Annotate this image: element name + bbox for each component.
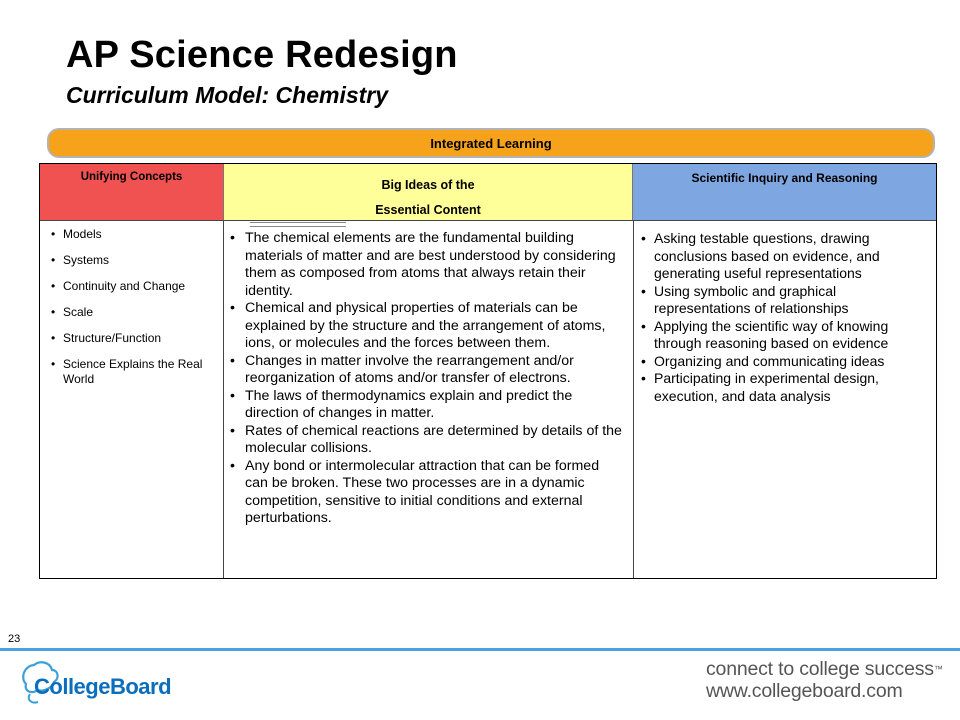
list-item: • Participating in experimental design, execution, and data analysis bbox=[640, 370, 928, 405]
curriculum-table bbox=[39, 163, 937, 579]
list-item: • Asking testable questions, drawing conclusions based on evidence, and generating useful representations bbox=[640, 230, 928, 283]
list-item: • Changes in matter involve the rearrangement and/or reorganization of atoms and/or transfer of electrons. bbox=[229, 353, 625, 388]
list-item: • Continuity and Change bbox=[50, 279, 217, 294]
list-item: • The laws of thermodynamics explain and predict the direction of changes in matter. bbox=[229, 388, 625, 423]
list-item: • Systems bbox=[50, 253, 217, 268]
tagline-line1: connect to college success bbox=[706, 658, 934, 680]
big-ideas-column bbox=[223, 221, 633, 528]
big-ideas-header bbox=[223, 164, 633, 220]
list-item: • The chemical elements are the fundamental building materials of matter and are best understood by considering them as composed from atoms that always retain their identity. bbox=[229, 230, 625, 300]
list-item: • Chemical and physical properties of materials can be explained by the structure and the arrangement of atoms, ions, or molecules and the forces between them. bbox=[229, 300, 625, 353]
unifying-concepts-header: Unifying Concepts bbox=[40, 164, 223, 220]
faint-underline-mark bbox=[250, 222, 346, 227]
integrated-learning-banner: Integrated Learning bbox=[47, 128, 935, 158]
tagline-url: www.collegeboard.com bbox=[706, 680, 903, 702]
scientific-inquiry-column bbox=[633, 221, 936, 405]
big-ideas-header-line1: Big Ideas of the bbox=[381, 178, 475, 192]
list-item: • Science Explains the Real World bbox=[50, 357, 217, 387]
list-item: • Applying the scientific way of knowing through reasoning based on evidence bbox=[640, 318, 928, 353]
slide-subtitle: Curriculum Model: Chemistry bbox=[66, 82, 389, 108]
unifying-concepts-column bbox=[40, 221, 223, 398]
list-item: • Using symbolic and graphical representations of relationships bbox=[640, 283, 928, 318]
slide-number: 23 bbox=[8, 633, 21, 645]
footer-tagline bbox=[706, 658, 943, 702]
collegeboard-logo-text: CollegeBoard bbox=[34, 674, 172, 699]
scientific-inquiry-header: Scientific Inquiry and Reasoning bbox=[633, 164, 936, 220]
list-item: • Rates of chemical reactions are determined by details of the molecular collisions. bbox=[229, 423, 625, 458]
slide-title: AP Science Redesign bbox=[66, 34, 458, 76]
trademark-mark: ™ bbox=[933, 664, 943, 674]
big-ideas-header-line2: Essential Content bbox=[375, 203, 481, 217]
list-item: • Structure/Function bbox=[50, 331, 217, 346]
list-item: • Any bond or intermolecular attraction that can be formed can be broken. These two processes are in a dynamic competition, sensitive to initial conditions and external perturbations. bbox=[229, 458, 625, 528]
list-item: • Models bbox=[50, 227, 217, 242]
footer-divider bbox=[0, 648, 960, 651]
list-item: • Scale bbox=[50, 305, 217, 320]
list-item: • Organizing and communicating ideas bbox=[640, 353, 928, 371]
